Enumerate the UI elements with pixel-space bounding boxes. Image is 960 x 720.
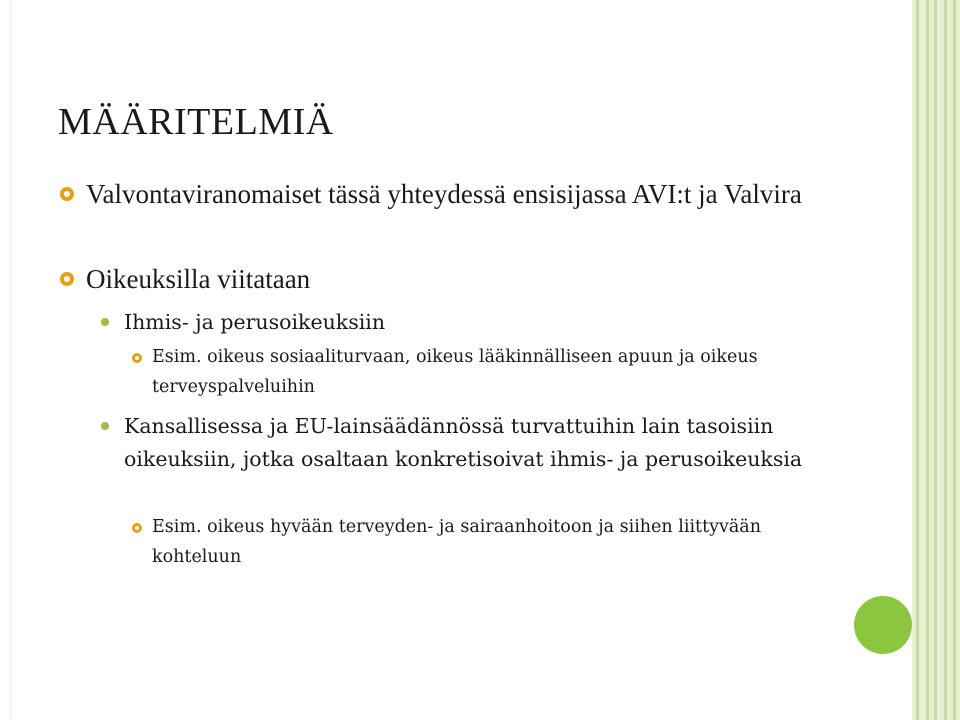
bullet-rights-reference: Oikeuksilla viitataan [86,264,311,294]
sub-bullet-national-eu-law: Kansallisessa ja EU-lainsäädännössä turvattuihin lain tasoisiin oikeuksiin, jotka osaltaan konkretisoivat ihmis- ja perusoikeuksia [124,414,803,471]
dot-bullet-icon [101,318,109,326]
decorative-circle [854,596,912,654]
bullet-supervisory-authorities: Valvontaviranomaiset tässä yhteydessä ensisijassa AVI:t ja Valvira [86,179,802,209]
ring-bullet-icon [132,353,142,363]
ring-bullet-icon [132,523,142,533]
right-decor-stripes [912,0,960,720]
example-healthcare: Esim. oikeus hyvään terveyden- ja sairaanhoitoon ja siihen liittyvään kohteluun [152,517,762,567]
ring-bullet-icon [60,187,74,201]
sub-bullet-human-rights: Ihmis- ja perusoikeuksiin [124,310,386,334]
ring-bullet-icon [60,272,74,286]
example-social-security: Esim. oikeus sosiaaliturvaan, oikeus lääkinnälliseen apuun ja oikeus terveyspalveluihin [152,347,758,397]
left-decor-line [10,0,12,720]
dot-bullet-icon [101,422,109,430]
slide-title: MÄÄRITELMIÄ [58,101,334,143]
